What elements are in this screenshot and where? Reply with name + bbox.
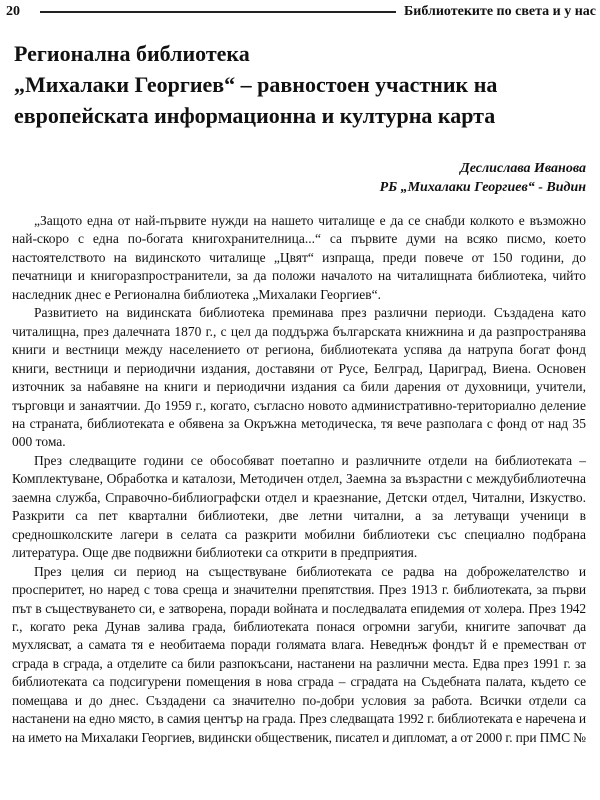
author-affiliation: РБ „Михалаки Георгиев“ - Видин [379, 180, 586, 195]
article-title-line: Регионална библиотека [14, 41, 250, 66]
byline [380, 159, 586, 197]
article-title-line: европейската информационна и културна карта [14, 103, 496, 128]
header-rule [40, 11, 396, 13]
running-header [6, 2, 596, 22]
body-paragraph: „Защото една от най-първите нужди на нашето читалище е да се снабди колкото е възможно най-скоро с една по-богата книгохранителница...“ са първите думи на всяко писмо, което настоятелството на видинското читалище „Цвят“ изпраща, преди повече от 150 години, до печатници и книгоразпространители, за да положи началото на читалищната библиотека, чийто наследник днес е Регионална библиотека „Михалаки Георгиев“. [12, 213, 586, 302]
article-title [14, 38, 594, 131]
body-paragraph: През следващите години се обособяват поетапно и различните отдели на библиотеката – Комплектуване, Обработка и каталози, Методичен отдел, Заемна за възрастни с междубиблиотечна заемна служба, Справочно-библиографски отдел и краезнание, Детски отдел, Читални, Изкуство. Разкрити са пет квартални библиотеки, две летни читални, а за летуващи ученици в средношколските лагери в селата са разкрити мобилни библиотеки със специално подбрана литература. Още две подвижни библиотеки са открити в предприятия. [12, 452, 586, 561]
article-body [12, 212, 586, 747]
body-paragraph: През целия си период на съществуване библиотеката се радва на доброжелателство и просперитет, но наред с това среща и значителни препятствия. През 1913 г. библиотеката, за първи път в съществуването си, е затворена, поради войната и последвалата епидемия от холера. През 1942 г., когато река Дунав залива града, библиотеката понася огромни загуби, книгите започват да мухлясват, а самата тя е необитаема поради голямата влага. Неведнъж фондът й е преместван от сграда в сграда, а отделите са били разпокъсани, настанени на различни места. Едва през 1991 г. за библиотеката са подсигурени помещения в нова сграда – сградата на Съдебната палата, където се помещава и до днес. Създадени са значително по-добри условия за работа. Всички отдели са настанени на едно място, в самия център на града. През следващата 1992 г. библиотеката е наречена и на името на Михалаки Георгиев, видински общественик, писател и дипломат, а от 2000 г. при ПМС № [12, 563, 586, 745]
body-paragraph: Развитието на видинската библиотека преминава през различни периоди. Създадена като читалищна, през далечната 1870 г., с цел да поддържа българската книжнина и да разпространява книги и вестници между населението от региона, библиотеката успява да натрупа богат фонд книги, вестници и периодични издания, доставяни от Русе, Белград, Цариград, Виена. Основен източник за набавяне на книги и периодични издания са били дарения от духовници, учители, търговци и занаятчии. До 1959 г., когато, съгласно новото административно-териториално деление на страната, библиотеката е обявена за Окръжна методическа, тя вече разполага с фонд от над 35 000 тома. [12, 305, 586, 450]
article-title-line: „Михалаки Георгиев“ – равностоен участник на [14, 72, 498, 97]
page-number: 20 [6, 4, 20, 19]
author-name: Деслислава Иванова [460, 161, 586, 176]
section-title: Библиотеките по света и у нас [404, 4, 596, 19]
